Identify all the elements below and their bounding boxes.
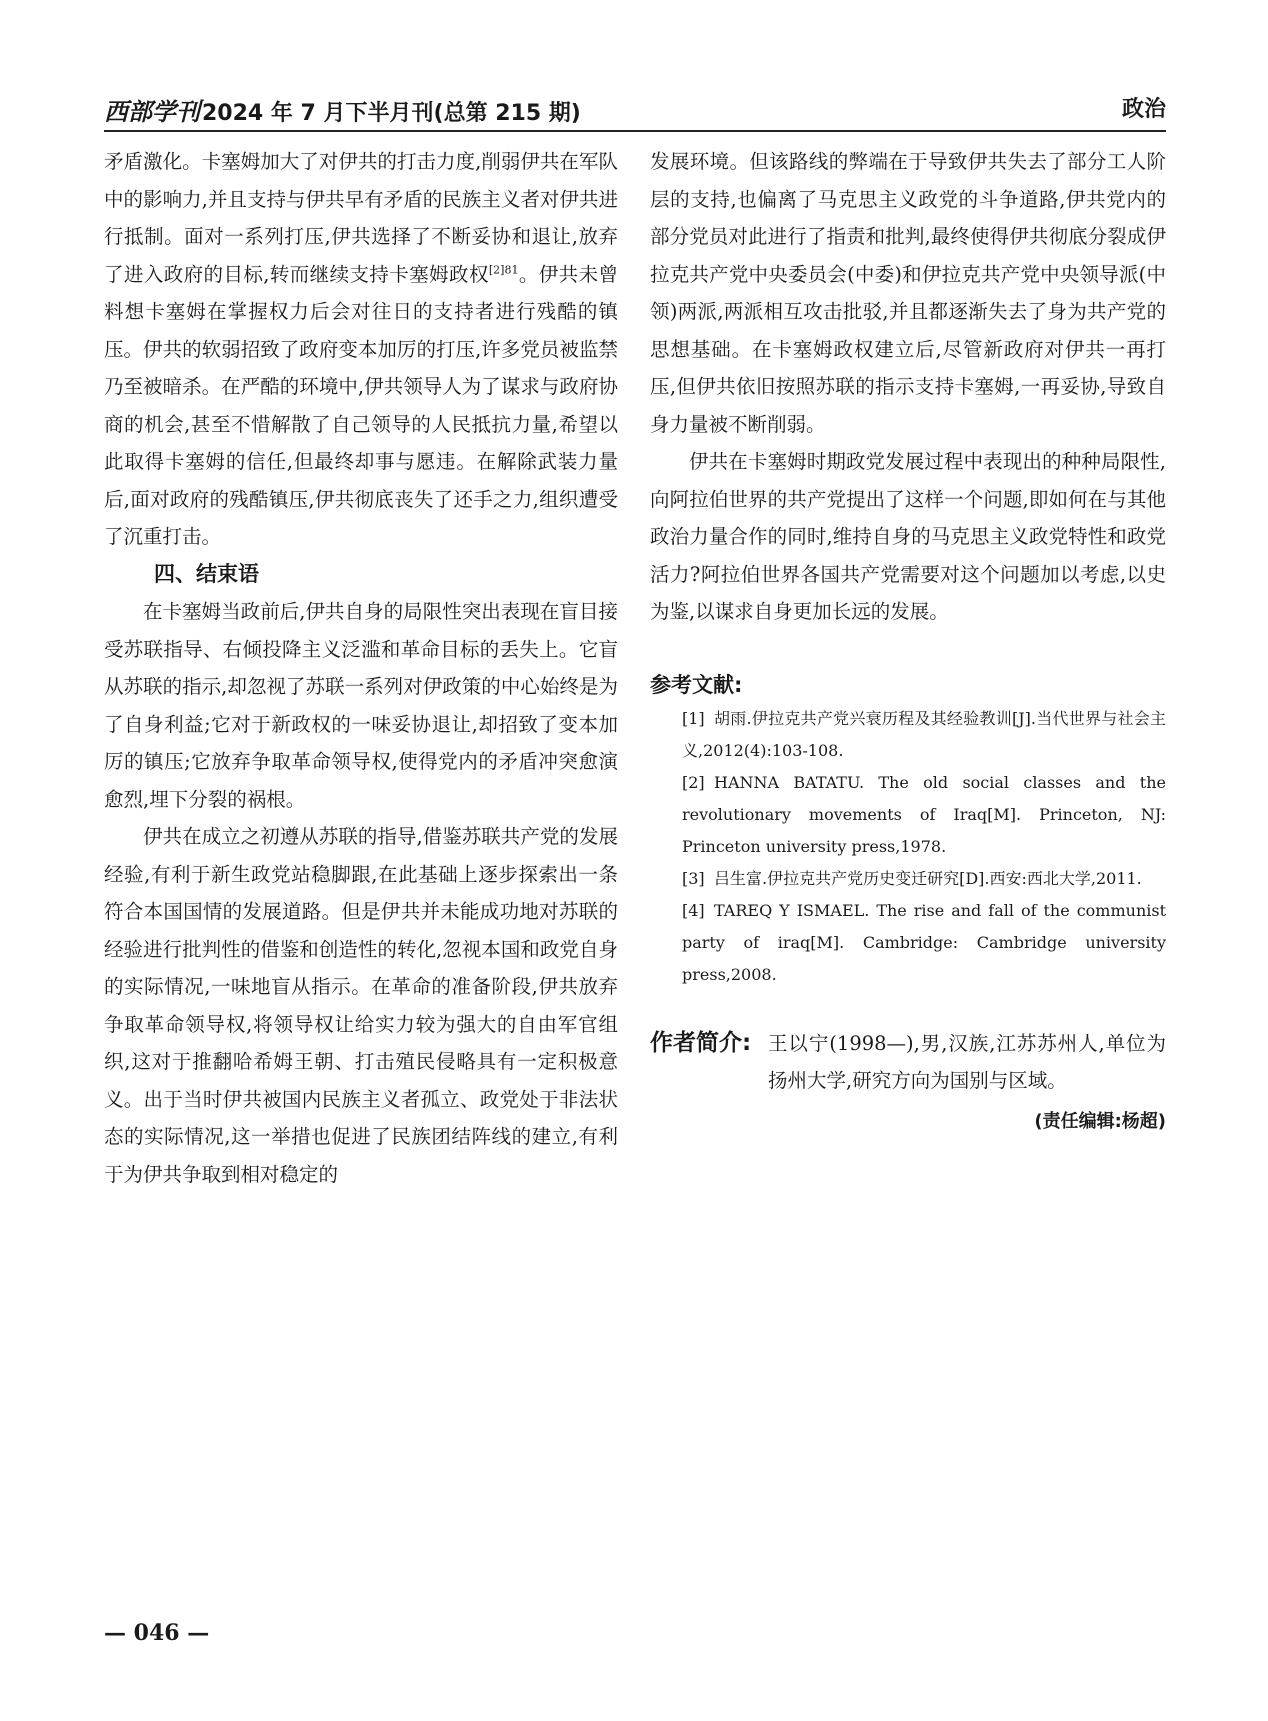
reference-number: [3] [682,868,705,888]
paragraph-text: 矛盾激化。卡塞姆加大了对伊共的打击力度,削弱伊共在军队中的影响力,并且支持与伊共早有矛盾的民族主义者对伊共进行抵制。面对一系列打压,伊共选择了不断妥协和退让,放弃了进入政府的目标,转而继续支持卡塞姆政权 [104,150,618,286]
header-journal-info [104,92,581,127]
paragraph: 发展环境。但该路线的弊端在于导致伊共失去了部分工人阶层的支持,也偏离了马克思主义政党的斗争道路,伊共党内的部分党员对此进行了指责和批判,最终使得伊共彻底分裂成伊拉克共产党中央委员会(中委)和伊拉克共产党中央领导派(中领)两派,两派相互攻击批驳,并且都逐渐失去了身为共产党的思想基础。在卡塞姆政权建立后,尽管新政府对伊共一再打压,但伊共依旧按照苏联的指示支持卡塞姆,一再妥协,导致自身力量被不断削弱。 [650,150,1166,436]
author-bio [650,1025,1166,1099]
reference-number: [1] [682,708,705,728]
reference-text: TAREQ Y ISMAEL. The rise and fall of the communist party of iraq[M]. Cambridge: Cambridge university press,2008. [682,900,1166,984]
header-divider [104,130,1166,132]
reference-number: [2] [682,772,705,792]
author-bio-text: 王以宁(1998—),男,汉族,江苏苏州人,单位为扬州大学,研究方向为国别与区域。 [768,1031,1166,1092]
issue-info: 2024 年 7 月下半月刊(总第 215 期) [202,101,581,126]
right-column [650,143,1166,1140]
reference-item [650,767,1166,863]
reference-text: HANNA BATATU. The old social classes and the revolutionary movements of Iraq[M]. Princeton, NJ: Princeton university press,1978. [682,772,1166,856]
paragraph: 伊共在卡塞姆时期政党发展过程中表现出的种种局限性,向阿拉伯世界的共产党提出了这样一个问题,即如何在与其他政治力量合作的同时,维持自身的马克思主义政党特性和政党活力?阿拉伯世界各国共产党需要对这个问题加以考虑,以史为鉴,以谋求自身更加长远的发展。 [650,450,1166,623]
section-heading: 四、结束语 [154,561,259,586]
section-name: 政治 [1121,97,1166,122]
journal-name: 西部学刊 [104,97,200,126]
references-heading: 参考文献: [650,672,743,697]
reference-number: [4] [682,900,705,920]
left-column [104,143,618,1193]
citation-superscript: [2]81 [488,263,519,276]
reference-list [650,703,1166,991]
paragraph: 在卡塞姆当政前后,伊共自身的局限性突出表现在盲目接受苏联指导、右倾投降主义泛滥和革命目标的丢失上。它盲从苏联的指示,却忽视了苏联一系列对伊政策的中心始终是为了自身利益;它对于新政权的一味妥协退让,却招致了变本加厉的镇压;它放弃争取革命领导权,使得党内的矛盾冲突愈演愈烈,埋下分裂的祸根。 [104,600,618,811]
paragraph [104,143,618,556]
author-bio-label: 作者简介: [650,1029,752,1056]
reference-text: 吕生富.伊拉克共产党历史变迁研究[D].西安:西北大学,2011. [714,868,1142,888]
reference-text: 胡雨.伊拉克共产党兴衰历程及其经验教训[J].当代世界与社会主义,2012(4):103-108. [682,708,1166,760]
page-header [104,88,1166,128]
reference-item [650,863,1166,895]
reference-item [650,895,1166,991]
paragraph-text: 。伊共未曾料想卡塞姆在掌握权力后会对往日的支持者进行残酷的镇压。伊共的软弱招致了政府变本加厉的打压,许多党员被监禁乃至被暗杀。在严酷的环境中,伊共领导人为了谋求与政府协商的机会,甚至不惜解散了自己领导的人民抵抗力量,希望以此取得卡塞姆的信任,但最终却事与愿违。在解除武装力量后,面对政府的残酷镇压,伊共彻底丧失了还手之力,组织遭受了沉重打击。 [104,262,618,548]
page-number: — 046 — [104,1620,210,1646]
paragraph: 伊共在成立之初遵从苏联的指导,借鉴苏联共产党的发展经验,有利于新生政党站稳脚跟,在此基础上逐步探索出一条符合本国国情的发展道路。但是伊共并未能成功地对苏联的经验进行批判性的借鉴和创造性的转化,忽视本国和政党自身的实际情况,一味地盲从指示。在革命的准备阶段,伊共放弃争取革命领导权,将领导权让给实力较为强大的自由军官组织,这对于推翻哈希姆王朝、打击殖民侵略具有一定积极意义。出于当时伊共被国内民族主义者孤立、政党处于非法状态的实际情况,这一举措也促进了民族团结阵线的建立,有利于为伊共争取到相对稳定的 [104,825,618,1186]
responsible-editor: (责任编辑:杨超) [1034,1110,1166,1132]
reference-item [650,703,1166,767]
